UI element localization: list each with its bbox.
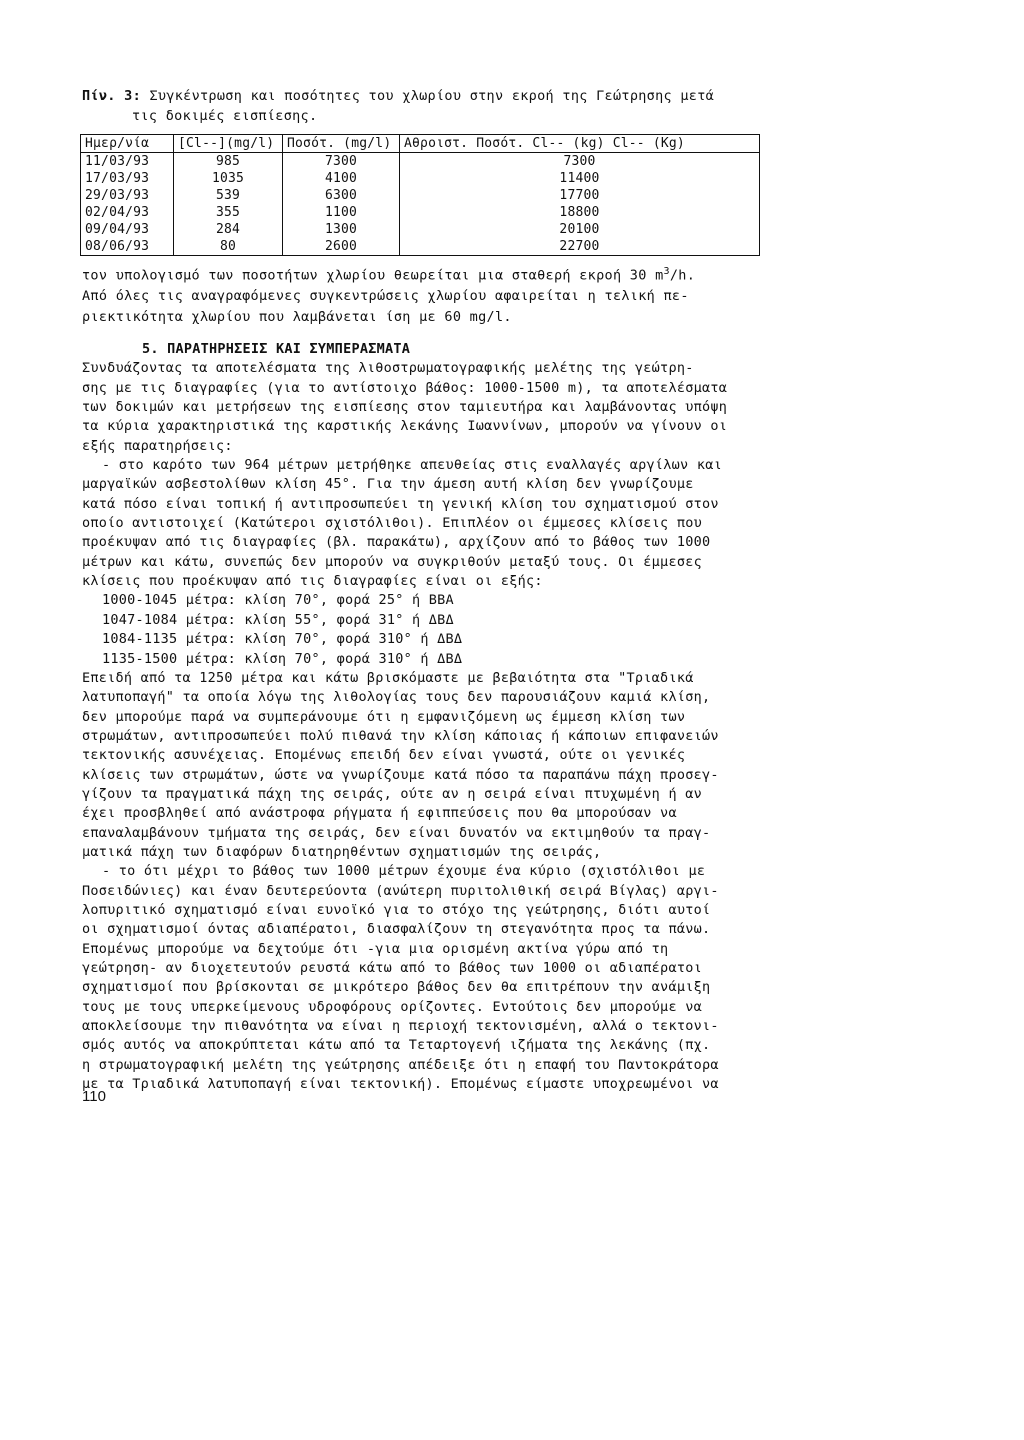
table-row: [81, 238, 760, 256]
cell-quantity: 4100: [283, 170, 400, 187]
text-line: των δοκιμών και μετρήσεων της εισπίεσης στον ταμιευτήρα και λαμβάνοντας υπόψη: [82, 399, 728, 416]
text-line: οι σχηματισμοί όντας αδιαπέρατοι, διασφαλίζουν τη στεγανότητα προς τα πάνω.: [82, 921, 711, 938]
cell-quantity: 1300: [283, 221, 400, 238]
text-line: 1135-1500 μέτρα: κλίση 70°, φορά 310° ή ΔΒΔ: [102, 650, 463, 667]
text-line: τους με τους υπερκείμενους υδροφόρους ορίζοντες. Εντούτοις δεν μπορούμε να: [82, 998, 702, 1015]
text-line: 1047-1084 μέτρα: κλίση 55°, φορά 31° ή ΔΒΔ: [102, 611, 454, 628]
caption-line-2: τις δοκιμές εισπίεσης.: [132, 108, 318, 124]
table-row: [81, 204, 760, 221]
text-line: οποίο αντιστοιχεί (Κατώτεροι σχιστόλιθοι). Επιπλέον οι έμμεσες κλίσεις που: [82, 515, 702, 532]
text-line: κλίσεις των στρωμάτων, ώστε να γνωρίζουμε κατά πόσο τα παραπάνω πάχη προσεγ-: [82, 766, 719, 783]
cell-concentration: 355: [174, 204, 283, 221]
text-line: δεν μπορούμε παρά να συμπεράνουμε ότι η εμφανιζόμενη ως έμμεση κλίση των: [82, 708, 686, 725]
text-line: επαναλαμβάνουν τμήματα της σειράς, δεν είναι δυνατόν να εκτιμηθούν τα πραγ-: [82, 824, 711, 841]
cell-date: 29/03/93: [81, 187, 174, 204]
table-row: [81, 170, 760, 187]
text-line: γίζουν τα πραγματικά πάχη της σειράς, ούτε αν η σειρά είναι πτυχωμένη ή αν: [82, 785, 702, 802]
text-line: με τα Τριαδικά λατυποπαγή είναι τεκτονική). Επομένως είμαστε υποχρεωμένοι να: [82, 1076, 719, 1093]
header-quantity: Ποσότ. (mg/l): [283, 135, 400, 153]
text-line: αποκλείσουμε την πιθανότητα να είναι η περιοχή τεκτονισμένη, αλλά ο τεκτονι-: [82, 1018, 719, 1035]
cell-concentration: 1035: [174, 170, 283, 187]
cell-date: 17/03/93: [81, 170, 174, 187]
table-row: [81, 221, 760, 238]
table-body: [81, 153, 760, 256]
text-line: λατυποπαγή" τα οποία λόγω της λιθολογίας τους δεν παρουσιάζουν καμιά κλίση,: [82, 689, 711, 706]
cell-concentration: 985: [174, 153, 283, 171]
text-line: 1000-1045 μέτρα: κλίση 70°, φορά 25° ή ΒΒΑ: [102, 592, 454, 609]
text-line: Επειδή από τα 1250 μέτρα και κάτω βρισκόμαστε με βεβαιότητα στα "Τριαδικά: [82, 669, 694, 686]
text-line: στρωμάτων, αντιπροσωπεύει πολύ πιθανά την κλίση κάποιας ή κάποιων επιφανειών: [82, 727, 719, 744]
text-line: - στο καρότο των 964 μέτρων μετρήθηκε απευθείας στις εναλλαγές αργίλων και: [102, 457, 722, 474]
note-superscript: 3: [663, 266, 670, 277]
note-line-1-end: /h.: [669, 267, 696, 284]
text-line: Ποσειδώνιες) και έναν δευτερεύοντα (ανώτερη πυριτολιθική σειρά Βίγλας) αργι-: [82, 882, 719, 899]
cell-concentration: 539: [174, 187, 283, 204]
note-line-1: [82, 262, 772, 286]
header-concentration: [Cl--](mg/l): [174, 135, 283, 153]
note-line-3: ριεκτικότητα χλωρίου που λαμβάνεται ίση με 60 mg/l.: [82, 308, 512, 325]
cell-cumulative: 7300: [400, 153, 760, 171]
cell-date: 02/04/93: [81, 204, 174, 221]
cell-concentration: 80: [174, 238, 283, 256]
table-row: [81, 153, 760, 171]
text-line: λοπυριτικό σχηματισμό είναι ευνοϊκό για το στόχο της γεώτρησης, διότι αυτοί: [82, 901, 711, 918]
text-line: μαργαϊκών ασβεστολίθων κλίση 45°. Για την άμεση αυτή κλίση δεν γνωρίζουμε: [82, 476, 694, 493]
text-line: κλίσεις που προέκυψαν από τις διαγραφίες είναι οι εξής:: [82, 573, 543, 590]
table-note: [82, 262, 772, 327]
text-line: σχηματισμοί που βρίσκονται σε μικρότερο βάθος δεν θα επιτρέπουν την ανάμιξη: [82, 979, 711, 996]
text-line: εξής παρατηρήσεις:: [82, 437, 233, 454]
text-line: - το ότι μέχρι το βάθος των 1000 μέτρων έχουμε ένα κύριο (σχιστόλιθοι με: [102, 863, 706, 880]
cell-quantity: 6300: [283, 187, 400, 204]
note-line-2: Από όλες τις αναγραφόμενες συγκεντρώσεις χλωρίου αφαιρείται η τελική πε-: [82, 288, 689, 304]
chlorine-table: [80, 134, 760, 256]
section-text: [82, 359, 772, 1094]
text-line: σης με τις διαγραφίες (για το αντίστοιχο βάθος: 1000-1500 m), τα αποτελέσματα: [82, 379, 728, 396]
page-number: 110: [82, 1088, 106, 1105]
text-line: τα κύρια χαρακτηριστικά της καρστικής λεκάνης Ιωαννίνων, μπορούν να γίνουν οι: [82, 418, 728, 435]
note-line-1-text: τον υπολογισμό των ποσοτήτων χλωρίου θεωρείται μια σταθερή εκροή 30 m: [82, 267, 664, 284]
cell-cumulative: 11400: [400, 170, 760, 187]
cell-quantity: 7300: [283, 153, 400, 171]
caption-line-1: Συγκέντρωση και ποσότητες του χλωρίου στην εκροή της Γεώτρησης μετά: [149, 88, 715, 104]
table-number: Πίν. 3:: [82, 88, 141, 104]
section-body: [82, 340, 772, 1094]
text-line: γεώτρηση- αν διοχετευτούν ρευστά κάτω από το βάθος των 1000 οι αδιαπέρατοι: [82, 960, 702, 976]
cell-date: 08/06/93: [81, 238, 174, 256]
cell-cumulative: 18800: [400, 204, 760, 221]
text-line: έχει προσβληθεί από ανάστροφα ρήγματα ή εφιππεύσεις που θα μπορούσαν να: [82, 805, 677, 822]
text-line: σμός αυτός να αποκρύπτεται κάτω από τα Τεταρτογενή ιζήματα της λεκάνης (πχ.: [82, 1037, 711, 1054]
cell-date: 09/04/93: [81, 221, 174, 238]
cell-date: 11/03/93: [81, 153, 174, 171]
table-header-row: [81, 135, 760, 153]
text-line: ματικά πάχη των διαφόρων διατηρηθέντων σχηματισμών της σειράς,: [82, 843, 602, 860]
table-caption: [82, 86, 782, 126]
cell-cumulative: 22700: [400, 238, 760, 256]
cell-cumulative: 17700: [400, 187, 760, 204]
cell-quantity: 2600: [283, 238, 400, 256]
cell-cumulative: 20100: [400, 221, 760, 238]
text-line: προέκυψαν από τις διαγραφίες (βλ. παρακάτω), αρχίζουν από το βάθος των 1000: [82, 534, 711, 551]
section-heading: 5. ΠΑΡΑΤΗΡΗΣΕΙΣ ΚΑΙ ΣΥΜΠΕΡΑΣΜΑΤΑ: [142, 341, 411, 357]
text-line: 1084-1135 μέτρα: κλίση 70°, φορά 310° ή ΔΒΔ: [102, 631, 463, 648]
text-line: μέτρων και κάτω, συνεπώς δεν μπορούν να συγκριθούν μεταξύ τους. Οι έμμεσες: [82, 553, 702, 570]
table-row: [81, 187, 760, 204]
header-cumulative: Αθροιστ. Ποσότ. Cl-- (kg) Cl-- (Kg): [400, 135, 760, 153]
text-line: κατά πόσο είναι τοπική ή αντιπροσωπεύει τη γενική κλίση του σχηματισμού στον: [82, 495, 719, 512]
text-line: Συνδυάζοντας τα αποτελέσματα της λιθοστρωματογραφικής μελέτης της γεώτρη-: [82, 360, 694, 377]
text-line: τεκτονικής ασυνέχειας. Επομένως επειδή δεν είναι γνωστά, ούτε οι γενικές: [82, 747, 686, 764]
text-line: Επομένως μπορούμε να δεχτούμε ότι -για μια ορισμένη ακτίνα γύρω από τη: [82, 940, 669, 957]
header-date: Ημερ/νία: [81, 135, 174, 153]
cell-quantity: 1100: [283, 204, 400, 221]
cell-concentration: 284: [174, 221, 283, 238]
text-line: η στρωματογραφική μελέτη της γεώτρησης απέδειξε ότι η επαφή του Παντοκράτορα: [82, 1056, 719, 1073]
